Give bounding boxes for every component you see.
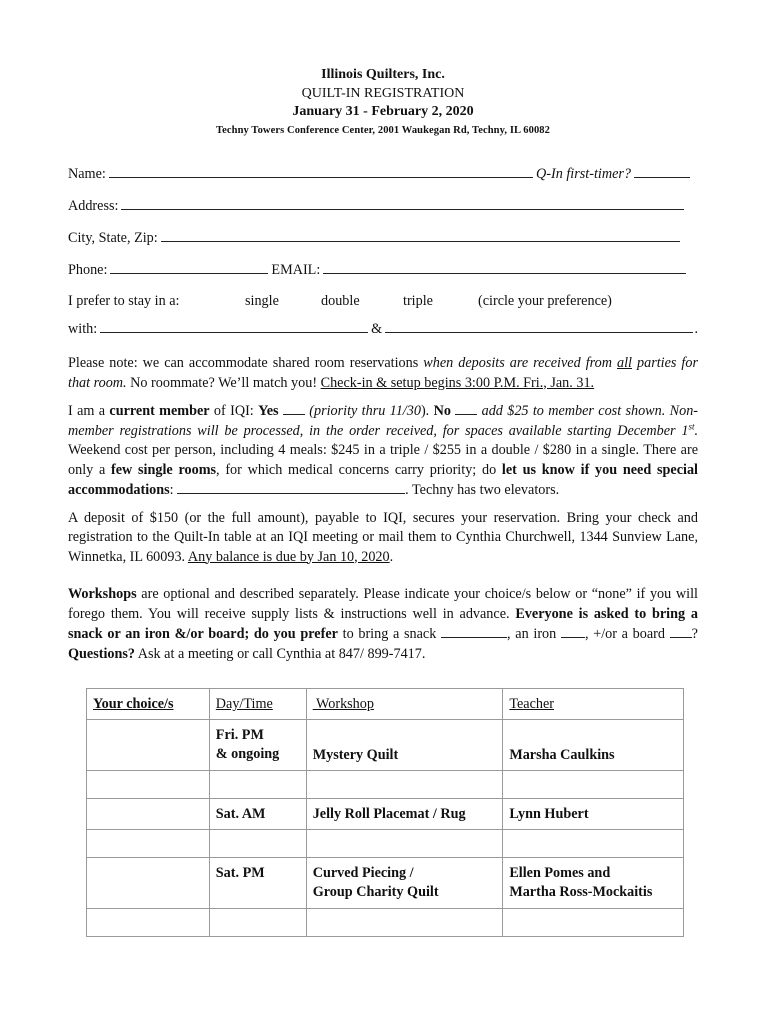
snack-iron-request: Everyone is asked to bring a snack or an iron &/or board; do you prefer — [68, 605, 698, 642]
room-preference-row — [68, 292, 698, 311]
form-header — [68, 66, 698, 140]
no-option[interactable]: No — [433, 403, 451, 419]
phone-label: Phone: — [68, 262, 108, 278]
elevators-text: . Techny has two elevators. — [405, 482, 560, 498]
balance-due-text: Any balance is due by Jan 10, 2020 — [187, 548, 390, 565]
address-field[interactable] — [121, 196, 684, 210]
workshops-text-1: are optional and described separately. Please indicate your choice/s below or “none” if you will forego them. You will receive supply lists & instructions well in advance. — [68, 586, 698, 622]
with-period: . — [694, 321, 698, 337]
workshop-cell: Curved Piecing / Group Charity Quilt — [306, 857, 503, 908]
table-spacer-row — [87, 908, 684, 936]
registration-form-page — [68, 66, 698, 664]
spacer-cell — [503, 829, 684, 857]
roommate-1-field[interactable] — [100, 319, 368, 333]
deposit-text: A deposit of $150 (or the full amount), payable to IQI, secures your reservation. Bring your check and registration to the Quilt-In table at an IQI meeting or mail them to Cynthia Churchwell, 1344 Sunview Lane, Winnetka, IL 60093. — [68, 509, 698, 565]
spacer-cell — [87, 829, 210, 857]
deposit-paragraph — [68, 509, 698, 568]
first-timer-label: Q-In first-timer? — [536, 166, 631, 182]
spacer-cell — [209, 770, 306, 798]
nonmember-processing-note: Non-member registrations will be processed, in the order received, for spaces available starting December 1 — [68, 403, 699, 439]
name-field[interactable] — [109, 164, 533, 178]
workshops-label: Workshops — [68, 586, 137, 602]
checkin-time-text: Check-in & setup begins 3:00 P.M. Fri., Jan. 31. — [320, 374, 595, 391]
city-label: City, State, Zip: — [68, 230, 158, 246]
snack-text: to bring a snack — [337, 626, 442, 642]
header-teacher-label: Teacher — [509, 696, 554, 712]
choice-cell-mystery-quilt[interactable] — [87, 719, 210, 770]
table-spacer-row — [87, 770, 684, 798]
iron-field[interactable] — [561, 624, 585, 638]
roommate-row — [68, 319, 698, 338]
roommate-match-text: No roommate? We’ll match you! — [126, 374, 321, 391]
weekend-cost-text: Weekend cost per person, including 4 meals: $245 in a triple / $255 in a double / $280 in a single. There are only a — [68, 442, 698, 478]
header-workshop-label: Workshop — [312, 696, 374, 712]
teacher-cell: Ellen Pomes and Martha Ross-Mockaitis — [503, 857, 684, 908]
form-title: QUILT-IN REGISTRATION — [301, 85, 465, 101]
special-accommodations-field[interactable] — [177, 480, 405, 494]
shared-room-note — [68, 354, 698, 393]
spacer-cell — [306, 908, 503, 936]
city-row — [68, 228, 698, 247]
spacer-cell — [503, 770, 684, 798]
org-name: Illinois Quilters, Inc. — [321, 67, 445, 82]
header-day-time — [209, 689, 306, 720]
snack-field[interactable] — [441, 624, 507, 638]
event-venue: Techny Towers Conference Center, 2001 Waukegan Rd, Techny, IL 60082 — [216, 124, 550, 136]
medical-priority-text: , for which medical concerns carry priority; do — [216, 461, 502, 478]
spacer-cell — [306, 770, 503, 798]
yes-option[interactable]: Yes — [258, 403, 279, 419]
header-workshop — [306, 689, 503, 720]
table-row — [87, 857, 684, 908]
prefer-label: I prefer to stay in a: — [68, 293, 180, 309]
table-header-row — [87, 689, 684, 720]
board-field[interactable] — [670, 624, 692, 638]
workshop-cell: Mystery Quilt — [306, 719, 503, 770]
questions-label: Questions? — [68, 645, 136, 662]
board-text: , +/or a board — [584, 626, 670, 642]
day-time-cell: Sat. PM — [209, 857, 306, 908]
yes-blank[interactable] — [283, 401, 305, 415]
choice-cell-curved-piecing[interactable] — [87, 857, 210, 908]
room-option-double[interactable]: double — [321, 293, 360, 309]
workshops-paragraph — [68, 585, 698, 664]
circle-preference-note: (circle your preference) — [478, 293, 612, 309]
note-italic-text: when deposits are received from — [423, 355, 617, 371]
note-italic-text-end: parties for that room. — [68, 355, 698, 391]
ordinal-suffix: st — [688, 420, 695, 431]
with-label: with: — [68, 321, 98, 337]
note-lead-text: Please note: we can accommodate shared room reservations — [68, 355, 424, 371]
spacer-cell — [209, 908, 306, 936]
workshop-cell: Jelly Roll Placemat / Rug — [306, 798, 503, 829]
ampersand: & — [371, 321, 383, 337]
few-single-rooms: few single rooms — [111, 461, 217, 478]
workshop-table — [86, 688, 684, 937]
special-accommodations-label: let us know if you need special accommodations — [68, 461, 698, 498]
name-label: Name: — [68, 166, 106, 182]
member-text-1: I am a — [68, 403, 110, 419]
spacer-cell — [503, 908, 684, 936]
priority-note: (priority thru 11/30 — [309, 403, 421, 419]
nonmember-fee-note: add $25 to member cost shown. — [481, 403, 666, 419]
header-day-time-label: Day/Time — [215, 696, 273, 712]
name-row — [68, 164, 698, 183]
table-spacer-row — [87, 829, 684, 857]
spacer-cell — [209, 829, 306, 857]
email-label: EMAIL: — [271, 262, 321, 278]
event-dates: January 31 - February 2, 2020 — [292, 104, 474, 119]
spacer-cell — [306, 829, 503, 857]
header-teacher — [503, 689, 684, 720]
first-timer-field[interactable] — [634, 164, 690, 178]
roommate-2-field[interactable] — [385, 319, 693, 333]
city-state-zip-field[interactable] — [161, 228, 680, 242]
phone-field[interactable] — [110, 260, 268, 274]
note-all-emphasis: all — [617, 355, 632, 371]
member-text-4: ). — [420, 403, 434, 419]
day-time-cell: Sat. AM — [209, 798, 306, 829]
teacher-cell: Lynn Hubert — [503, 798, 684, 829]
membership-paragraph — [68, 401, 698, 501]
contact-text: Ask at a meeting or call Cynthia at 847/ 899-7417. — [135, 645, 426, 662]
board-question-mark: ? — [691, 626, 698, 642]
choice-cell-jelly-roll[interactable] — [87, 798, 210, 829]
header-your-choice — [87, 689, 210, 720]
member-text-2: of IQI: — [209, 403, 259, 419]
address-label: Address: — [68, 198, 119, 214]
header-your-choice-label: Your choice/s — [93, 696, 174, 712]
room-option-single[interactable]: single — [245, 293, 279, 309]
phone-row — [68, 260, 698, 279]
address-row — [68, 196, 698, 215]
deposit-end: . — [389, 548, 394, 565]
day-time-cell: Fri. PM & ongoing — [209, 719, 306, 770]
nonmember-end: . — [694, 422, 698, 439]
current-member-label: current member — [109, 403, 210, 419]
no-blank[interactable] — [455, 401, 477, 415]
email-field[interactable] — [323, 260, 686, 274]
table-row — [87, 798, 684, 829]
iron-text: , an iron — [507, 626, 561, 642]
room-option-triple[interactable]: triple — [403, 293, 433, 309]
table-row — [87, 719, 684, 770]
spacer-cell — [87, 770, 210, 798]
spacer-cell — [87, 908, 210, 936]
teacher-cell: Marsha Caulkins — [503, 719, 684, 770]
accommodations-colon: : — [169, 482, 178, 498]
